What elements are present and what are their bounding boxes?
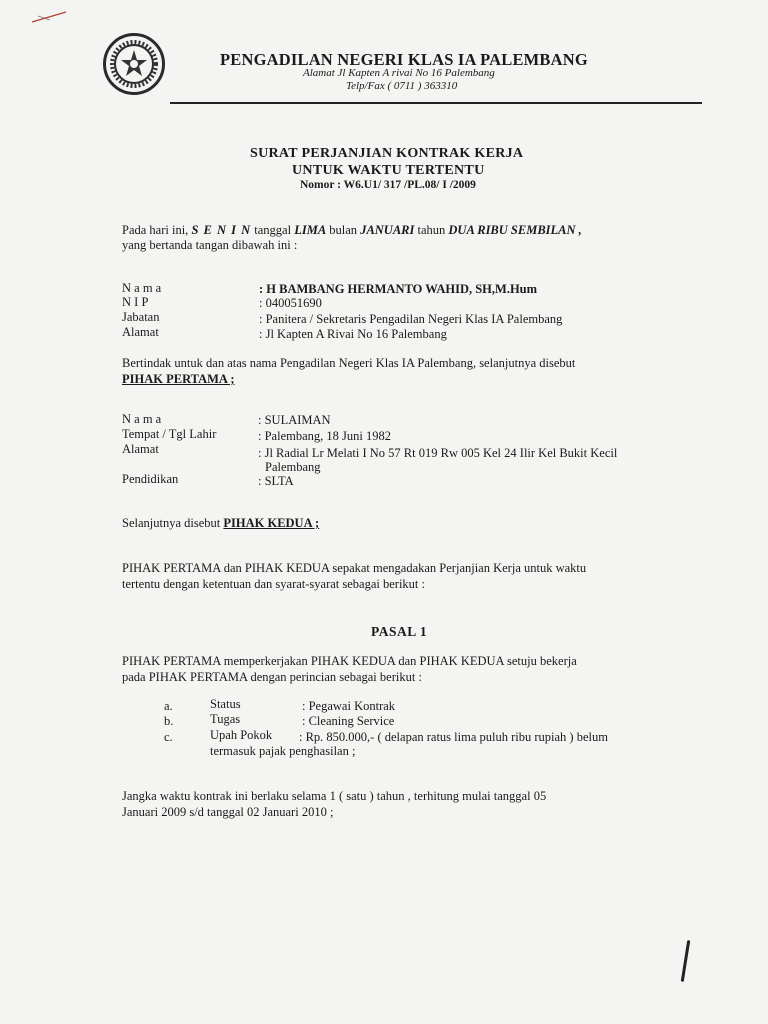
letterhead-divider [170, 102, 702, 104]
item-a-value: : Pegawai Kontrak [302, 699, 396, 713]
sp-label-alamat: Alamat [122, 442, 159, 456]
item-a-letter: a. [164, 699, 173, 713]
item-c-letter: c. [164, 730, 173, 744]
institution-address: Alamat Jl Kapten A rivai No 16 Palembang [303, 67, 495, 79]
sp-statement-line: Selanjutnya disebut PIHAK KEDUA ; [122, 516, 320, 530]
sp-value-ttl: : Palembang, 18 Juni 1982 [258, 429, 391, 443]
scan-mark-icon [30, 10, 70, 24]
fp-value-alamat: : Jl Kapten A Rivai No 16 Palembang [259, 327, 447, 341]
document-title: SURAT PERJANJIAN KONTRAK KERJA [250, 146, 524, 161]
contract-term-line-2: Januari 2009 s/d tanggal 02 Januari 2010 ; [122, 805, 334, 819]
item-b-label: Tugas [210, 712, 241, 726]
sp-value-pendidikan: : SLTA [258, 474, 294, 488]
sp-designation: PIHAK KEDUA ; [223, 516, 320, 530]
institution-phone: Telp/Fax ( 0711 ) 363310 [346, 80, 458, 92]
fp-value-jabatan: : Panitera / Sekretaris Pengadilan Negeri Klas IA Palembang [259, 312, 563, 326]
sp-label-nama: N a m a [122, 412, 162, 426]
agreement-line-2: tertentu dengan ketentuan dan syarat-syarat sebagai berikut : [122, 577, 426, 591]
item-a-label: Status [210, 697, 241, 711]
fp-value-nip: : 040051690 [259, 296, 322, 310]
institution-name: PENGADILAN NEGERI KLAS IA PALEMBANG [220, 50, 588, 69]
sp-label-pendidikan: Pendidikan [122, 472, 179, 486]
item-c-label: Upah Pokok [210, 728, 273, 742]
item-b-value: : Cleaning Service [302, 714, 395, 728]
fp-label-nama: N a m a [122, 281, 162, 295]
item-c-value: : Rp. 850.000,- ( delapan ratus lima puluh ribu rupiah ) belum [299, 730, 608, 744]
sp-value-alamat-cont: Palembang [265, 460, 321, 474]
fp-label-nip: N I P [122, 295, 149, 309]
contract-term-line-1: Jangka waktu kontrak ini berlaku selama 1 ( satu ) tahun , terhitung mulai tanggal 05 [122, 789, 547, 803]
opening-line: Pada hari ini, S E N I N tanggal LIMA bulan JANUARI tahun DUA RIBU SEMBILAN , [122, 223, 582, 237]
court-seal-logo [103, 33, 165, 95]
fp-statement: Bertindak untuk dan atas nama Pengadilan Negeri Klas IA Palembang, selanjutnya disebut [122, 356, 576, 370]
document-number: Nomor : W6.U1/ 317 /PL.08/ I /2009 [300, 179, 476, 191]
pasal-1-line-2: pada PIHAK PERTAMA dengan perincian sebagai berikut : [122, 670, 422, 684]
item-c-value-cont: termasuk pajak penghasilan ; [210, 744, 356, 758]
sp-value-nama: : SULAIMAN [258, 413, 331, 427]
item-b-letter: b. [164, 714, 174, 728]
fp-label-jabatan: Jabatan [122, 310, 160, 324]
agreement-line-1: PIHAK PERTAMA dan PIHAK KEDUA sepakat mengadakan Perjanjian Kerja untuk waktu [122, 561, 587, 575]
pasal-1-line-1: PIHAK PERTAMA memperkerjakan PIHAK KEDUA dan PIHAK KEDUA setuju bekerja [122, 654, 577, 668]
seal-emblem-icon [106, 36, 162, 92]
sp-value-alamat: : Jl Radial Lr Melati I No 57 Rt 019 Rw 005 Kel 24 Ilir Kel Bukit Kecil [258, 446, 618, 460]
opening-line-2: yang bertanda tangan dibawah ini : [122, 238, 298, 252]
document-subtitle: UNTUK WAKTU TERTENTU [292, 163, 485, 178]
sp-label-ttl: Tempat / Tgl Lahir [122, 427, 217, 441]
fp-designation: PIHAK PERTAMA ; [122, 372, 235, 386]
handwritten-mark [681, 940, 691, 982]
fp-label-alamat: Alamat [122, 325, 159, 339]
pasal-1-heading: PASAL 1 [371, 624, 428, 639]
fp-value-nama: : H BAMBANG HERMANTO WAHID, SH,M.Hum [259, 282, 538, 296]
